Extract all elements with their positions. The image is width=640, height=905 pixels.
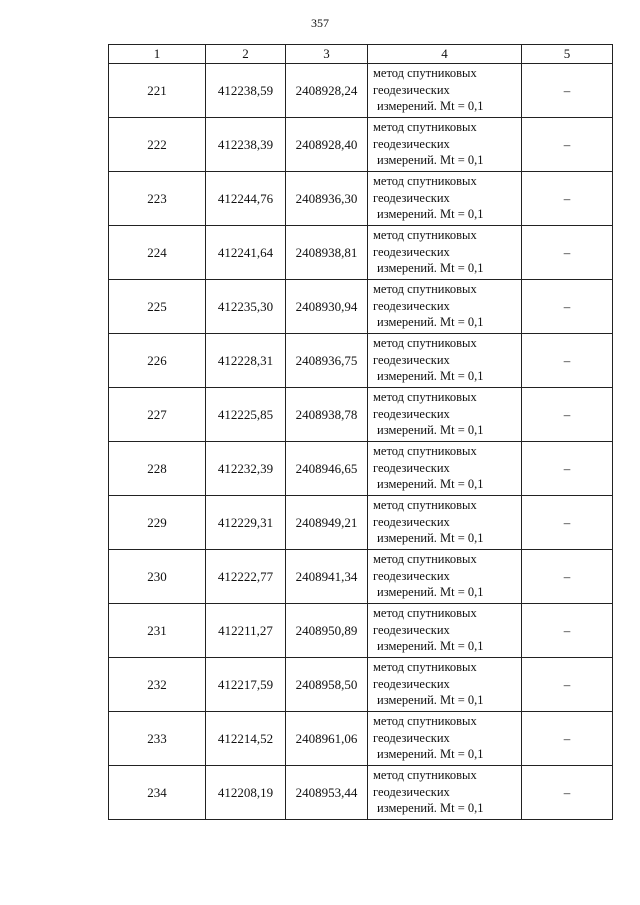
- x-coordinate-cell: 412241,64: [206, 226, 286, 280]
- method-text-line: измерений. Mt = 0,1: [377, 153, 484, 167]
- method-text-line: метод спутниковых: [373, 228, 477, 242]
- x-coordinate-cell: 412238,59: [206, 64, 286, 118]
- note-cell: –: [522, 496, 613, 550]
- x-coordinate-cell: 412217,59: [206, 658, 286, 712]
- page-number: 357: [311, 16, 329, 30]
- point-number-cell: 221: [109, 64, 206, 118]
- y-coordinate-cell: 2408946,65: [286, 442, 368, 496]
- table-row: [109, 712, 613, 766]
- method-cell: [368, 64, 522, 118]
- method-cell: [368, 280, 522, 334]
- method-text-line: геодезических: [373, 298, 450, 313]
- method-text-line: геодезических: [373, 244, 450, 259]
- method-cell: [368, 442, 522, 496]
- x-coordinate-cell: 412222,77: [206, 550, 286, 604]
- x-coordinate-cell: 412232,39: [206, 442, 286, 496]
- note-cell: –: [522, 550, 613, 604]
- header-col-4: 4: [368, 45, 522, 64]
- table-row: [109, 658, 613, 712]
- method-cell: [368, 172, 522, 226]
- method-cell: [368, 334, 522, 388]
- method-text-line: геодезических: [373, 352, 450, 367]
- table-row: [109, 280, 613, 334]
- method-text-line: измерений. Mt = 0,1: [377, 99, 484, 113]
- note-cell: –: [522, 442, 613, 496]
- note-cell: –: [522, 226, 613, 280]
- table-row: [109, 226, 613, 280]
- method-cell: [368, 226, 522, 280]
- point-number-cell: 231: [109, 604, 206, 658]
- method-text-line: метод спутниковых: [373, 336, 477, 350]
- method-text-line: измерений. Mt = 0,1: [377, 207, 484, 221]
- method-text-line: метод спутниковых: [373, 552, 477, 566]
- table-row: [109, 442, 613, 496]
- method-cell: [368, 712, 522, 766]
- point-number-cell: 225: [109, 280, 206, 334]
- method-text-line: геодезических: [373, 136, 450, 151]
- method-text-line: измерений. Mt = 0,1: [377, 531, 484, 545]
- header-col-5: 5: [522, 45, 613, 64]
- y-coordinate-cell: 2408938,81: [286, 226, 368, 280]
- point-number-cell: 222: [109, 118, 206, 172]
- y-coordinate-cell: 2408953,44: [286, 766, 368, 820]
- y-coordinate-cell: 2408950,89: [286, 604, 368, 658]
- y-coordinate-cell: 2408941,34: [286, 550, 368, 604]
- y-coordinate-cell: 2408961,06: [286, 712, 368, 766]
- method-text-line: метод спутниковых: [373, 444, 477, 458]
- method-text-line: метод спутниковых: [373, 768, 477, 782]
- method-text-line: метод спутниковых: [373, 498, 477, 512]
- method-text-line: геодезических: [373, 190, 450, 205]
- method-cell: [368, 496, 522, 550]
- y-coordinate-cell: 2408936,30: [286, 172, 368, 226]
- x-coordinate-cell: 412225,85: [206, 388, 286, 442]
- method-cell: [368, 766, 522, 820]
- table-row: [109, 388, 613, 442]
- header-col-2: 2: [206, 45, 286, 64]
- method-text-line: геодезических: [373, 82, 450, 97]
- point-number-cell: 234: [109, 766, 206, 820]
- point-number-cell: 229: [109, 496, 206, 550]
- point-number-cell: 224: [109, 226, 206, 280]
- method-text-line: метод спутниковых: [373, 66, 477, 80]
- note-cell: –: [522, 64, 613, 118]
- method-text-line: геодезических: [373, 460, 450, 475]
- y-coordinate-cell: 2408936,75: [286, 334, 368, 388]
- note-cell: –: [522, 280, 613, 334]
- method-text-line: измерений. Mt = 0,1: [377, 261, 484, 275]
- method-text-line: измерений. Mt = 0,1: [377, 477, 484, 491]
- method-text-line: метод спутниковых: [373, 606, 477, 620]
- y-coordinate-cell: 2408958,50: [286, 658, 368, 712]
- method-text-line: метод спутниковых: [373, 120, 477, 134]
- point-number-cell: 230: [109, 550, 206, 604]
- point-number-cell: 228: [109, 442, 206, 496]
- method-text-line: геодезических: [373, 406, 450, 421]
- method-text-line: геодезических: [373, 568, 450, 583]
- note-cell: –: [522, 388, 613, 442]
- method-text-line: метод спутниковых: [373, 660, 477, 674]
- table-row: [109, 496, 613, 550]
- method-text-line: измерений. Mt = 0,1: [377, 423, 484, 437]
- y-coordinate-cell: 2408949,21: [286, 496, 368, 550]
- point-number-cell: 232: [109, 658, 206, 712]
- note-cell: –: [522, 604, 613, 658]
- x-coordinate-cell: 412229,31: [206, 496, 286, 550]
- note-cell: –: [522, 658, 613, 712]
- method-cell: [368, 604, 522, 658]
- header-col-1: 1: [109, 45, 206, 64]
- method-text-line: метод спутниковых: [373, 174, 477, 188]
- note-cell: –: [522, 118, 613, 172]
- method-text-line: измерений. Mt = 0,1: [377, 369, 484, 383]
- y-coordinate-cell: 2408930,94: [286, 280, 368, 334]
- method-text-line: измерений. Mt = 0,1: [377, 747, 484, 761]
- note-cell: –: [522, 334, 613, 388]
- method-cell: [368, 388, 522, 442]
- x-coordinate-cell: 412211,27: [206, 604, 286, 658]
- method-text-line: измерений. Mt = 0,1: [377, 693, 484, 707]
- table-row: [109, 766, 613, 820]
- note-cell: –: [522, 766, 613, 820]
- point-number-cell: 227: [109, 388, 206, 442]
- point-number-cell: 233: [109, 712, 206, 766]
- x-coordinate-cell: 412238,39: [206, 118, 286, 172]
- y-coordinate-cell: 2408928,40: [286, 118, 368, 172]
- table-row: [109, 64, 613, 118]
- method-text-line: измерений. Mt = 0,1: [377, 315, 484, 329]
- x-coordinate-cell: 412235,30: [206, 280, 286, 334]
- table-row: [109, 118, 613, 172]
- x-coordinate-cell: 412214,52: [206, 712, 286, 766]
- method-text-line: геодезических: [373, 784, 450, 799]
- method-text-line: геодезических: [373, 730, 450, 745]
- method-text-line: геодезических: [373, 676, 450, 691]
- method-text-line: метод спутниковых: [373, 714, 477, 728]
- x-coordinate-cell: 412228,31: [206, 334, 286, 388]
- note-cell: –: [522, 712, 613, 766]
- method-text-line: измерений. Mt = 0,1: [377, 585, 484, 599]
- table-row: [109, 172, 613, 226]
- table-header-row: [109, 45, 613, 64]
- table-row: [109, 604, 613, 658]
- x-coordinate-cell: 412244,76: [206, 172, 286, 226]
- method-cell: [368, 658, 522, 712]
- point-number-cell: 223: [109, 172, 206, 226]
- method-cell: [368, 550, 522, 604]
- method-text-line: геодезических: [373, 514, 450, 529]
- method-cell: [368, 118, 522, 172]
- header-col-3: 3: [286, 45, 368, 64]
- y-coordinate-cell: 2408928,24: [286, 64, 368, 118]
- point-number-cell: 226: [109, 334, 206, 388]
- y-coordinate-cell: 2408938,78: [286, 388, 368, 442]
- note-cell: –: [522, 172, 613, 226]
- method-text-line: метод спутниковых: [373, 282, 477, 296]
- coordinates-table: [108, 44, 613, 820]
- x-coordinate-cell: 412208,19: [206, 766, 286, 820]
- method-text-line: измерений. Mt = 0,1: [377, 801, 484, 815]
- table-row: [109, 334, 613, 388]
- table-body: [109, 64, 613, 820]
- method-text-line: метод спутниковых: [373, 390, 477, 404]
- method-text-line: измерений. Mt = 0,1: [377, 639, 484, 653]
- table-row: [109, 550, 613, 604]
- method-text-line: геодезических: [373, 622, 450, 637]
